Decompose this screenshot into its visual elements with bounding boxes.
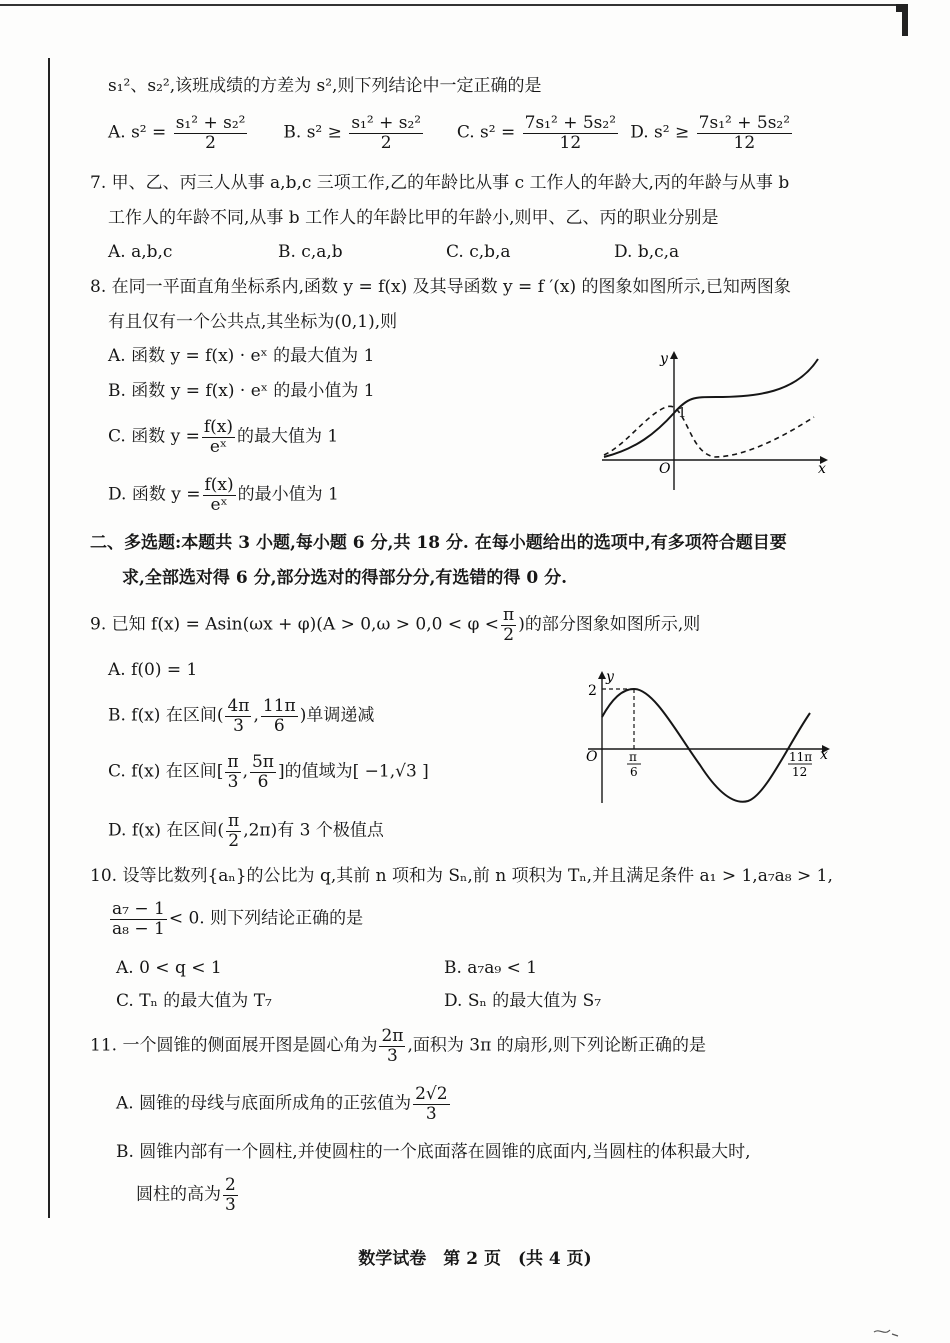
q11-stem-post: ,面积为 3π 的扇形,则下列论断正确的是 [407, 1035, 707, 1056]
q7-option-c: C. c,b,a [446, 242, 511, 262]
q11-a-den: 3 [425, 1103, 437, 1124]
q8-curve-f [604, 359, 818, 457]
q9-b-sep: , [253, 705, 259, 726]
q9-d-pre: D. f(x) 在区间( [108, 820, 225, 841]
q8-y-arrow [670, 351, 678, 359]
q11-b-pre: 圆柱的高为 [136, 1184, 221, 1205]
q6-a-num: s₁² + s₂² [175, 113, 246, 133]
q9-tick2-num: 11π [789, 750, 813, 764]
q7-option-d: D. b,c,a [614, 242, 680, 262]
q8-d-post: 的最小值为 1 [237, 484, 339, 505]
scan-mark [870, 1310, 910, 1340]
q10-option-b: B. a₇a₉ < 1 [444, 958, 538, 978]
q7-option-a: A. a,b,c [108, 242, 173, 262]
q11-option-b-line-2 [136, 1176, 240, 1214]
q9-c-d2: 6 [257, 771, 269, 792]
q10-cond-post: < 0. 则下列结论正确的是 [168, 908, 364, 929]
q6-option-a-label: A. s² = [108, 122, 167, 143]
q8-c-fraction [202, 418, 235, 456]
q8-option-a: A. 函数 y = f(x) · eˣ 的最大值为 1 [108, 346, 375, 366]
q6-b-den: 2 [380, 132, 392, 153]
q9-b-frac-1 [225, 697, 251, 735]
q6-a-den: 2 [205, 132, 216, 153]
q9-x-label: x [820, 747, 828, 763]
q11-stem-num: 2π [381, 1026, 404, 1046]
q9-stem-den: 2 [503, 624, 515, 645]
q8-c-den: eˣ [209, 436, 228, 457]
q8-option-d [108, 476, 339, 514]
q9-b-post: )单调递减 [299, 705, 375, 726]
q6-option-c-label: C. s² = [456, 122, 516, 143]
q9-tick2-den: 12 [792, 765, 808, 779]
q9-y-arrow [598, 671, 606, 679]
q9-d-d1: 2 [228, 830, 240, 851]
q7-options [108, 242, 679, 262]
q9-option-a: A. f(0) = 1 [108, 660, 198, 680]
q9-b-n2: 11π [262, 696, 296, 716]
q9-stem-num: π [503, 605, 515, 625]
q6-c-den: 12 [559, 132, 582, 153]
q6-b-num: s₁² + s₂² [351, 113, 422, 133]
q9-b-frac-2 [261, 697, 298, 735]
q8-d-fraction [203, 476, 236, 514]
q8-d-pre: D. 函数 y = [108, 484, 201, 505]
q10-option-c: C. Tₙ 的最大值为 T₇ [116, 991, 272, 1011]
q8-option-b: B. 函数 y = f(x) · eˣ 的最小值为 1 [108, 381, 375, 401]
q7-line-2: 工作人的年龄不同,从事 b 工作人的年龄比甲的年龄小,则甲、乙、丙的职业分别是 [108, 208, 719, 228]
q9-stem-post: )的部分图象如图所示,则 [518, 614, 701, 635]
q11-option-a [116, 1085, 452, 1123]
q8-d-num: f(x) [204, 475, 234, 495]
q8-line-2: 有且仅有一个公共点,其坐标为(0,1),则 [108, 312, 398, 332]
q9-c-frac-2 [250, 753, 276, 791]
q6-d-num: 7s₁² + 5s₂² [698, 113, 791, 133]
q8-point-label: 1 [678, 406, 687, 421]
q9-c-pre: C. f(x) 在区间[ [108, 761, 224, 782]
q6-option-d-label: D. s² ≥ [630, 122, 690, 143]
q10-condition [108, 900, 363, 938]
q9-stem-pre: 9. 已知 f(x) = Asin(ωx + φ)(A > 0,ω > 0,0 < φ < [90, 614, 500, 635]
q9-c-sep: , [242, 761, 248, 782]
q9-d-frac [226, 812, 241, 850]
q6-options [108, 114, 794, 152]
q9-stem-fraction [501, 606, 516, 644]
q9-b-n1: 4π [227, 696, 250, 716]
q9-option-b [108, 697, 374, 735]
q6-c-num: 7s₁² + 5s₂² [524, 113, 617, 133]
q9-tick1-num: π [629, 750, 637, 764]
q8-origin-label: O [659, 461, 671, 477]
q11-stem-pre: 11. 一个圆锥的侧面展开图是圆心角为 [90, 1035, 378, 1056]
q8-d-den: eˣ [210, 494, 228, 515]
q9-c-n1: π [227, 752, 239, 772]
q8-y-label: y [660, 351, 668, 367]
left-margin-rule [48, 58, 50, 1218]
q10-cond-fraction [110, 900, 167, 938]
q9-y-label: y [606, 669, 614, 685]
q8-graph [596, 345, 836, 495]
section2-line-1: 二、多选题:本题共 3 小题,每小题 6 分,共 18 分. 在每小题给出的选项中,有多项符合题目要 [90, 533, 787, 553]
q9-d-n1: π [228, 811, 240, 831]
q10-option-a: A. 0 < q < 1 [116, 958, 222, 978]
q9-stem [90, 606, 700, 644]
q11-a-fraction [413, 1085, 449, 1123]
q11-stem [90, 1027, 706, 1065]
q9-b-d1: 3 [233, 715, 244, 736]
q9-option-c [108, 753, 429, 791]
q9-tick1-den: 6 [630, 765, 638, 779]
q11-a-num: 2√2 [415, 1084, 448, 1104]
q11-b-fraction [223, 1176, 238, 1214]
q6-option-c-fraction [523, 114, 618, 152]
q11-option-b-line-1: B. 圆锥内部有一个圆柱,并使圆柱的一个底面落在圆锥的底面内,当圆柱的体积最大时, [116, 1142, 751, 1162]
q6-d-den: 12 [733, 132, 756, 153]
q8-line-1: 8. 在同一平面直角坐标系内,函数 y = f(x) 及其导函数 y = f ′(x) 的图象如图所示,已知两图象 [90, 277, 791, 297]
q8-x-label: x [818, 461, 826, 477]
top-rule [0, 4, 900, 6]
q6-option-b-label: B. s² ≥ [283, 122, 342, 143]
q11-b-den: 3 [225, 1194, 236, 1215]
q7-line-1: 7. 甲、乙、丙三人从事 a,b,c 三项工作,乙的年龄比从事 c 工作人的年龄大,丙的年龄与从事 b [90, 173, 790, 193]
q11-stem-den: 3 [387, 1045, 398, 1066]
q11-b-num: 2 [225, 1175, 236, 1195]
q9-sine-curve [602, 689, 813, 802]
q9-d-post: ,2π)有 3 个极值点 [243, 820, 384, 841]
q6-option-d-fraction [697, 114, 792, 152]
q6-option-a-fraction [174, 114, 248, 152]
q6-stem-end: s₁²、s₂²,该班成绩的方差为 s²,则下列结论中一定正确的是 [108, 76, 542, 96]
q8-c-post: 的最大值为 1 [237, 426, 339, 447]
q9-graph [578, 665, 838, 815]
q9-max-label: 2 [588, 683, 597, 699]
q8-option-c [108, 418, 338, 456]
page-footer: 数学试卷 第 2 页 (共 4 页) [358, 1249, 592, 1269]
q9-b-pre: B. f(x) 在区间( [108, 705, 224, 726]
q11-stem-fraction [379, 1027, 405, 1065]
q10-line-1: 10. 设等比数列{aₙ}的公比为 q,其前 n 项和为 Sₙ,前 n 项积为 Tₙ,并且满足条件 a₁ > 1,a₇a₈ > 1, [90, 866, 833, 886]
q9-c-post: ]的值域为[ −1,√3 ] [277, 761, 429, 782]
q10-option-d: D. Sₙ 的最大值为 S₇ [444, 991, 602, 1011]
q9-c-n2: 5π [251, 752, 274, 772]
q9-option-d [108, 812, 384, 850]
q9-c-d1: 3 [227, 771, 239, 792]
q10-cond-den: a₈ − 1 [112, 918, 165, 939]
q11-a-pre: A. 圆锥的母线与底面所成角的正弦值为 [116, 1093, 412, 1114]
q8-curve-f-prime [604, 406, 814, 457]
q7-option-b: B. c,a,b [278, 242, 343, 262]
q8-c-num: f(x) [203, 417, 234, 437]
q9-c-frac-1 [225, 753, 240, 791]
q8-c-pre: C. 函数 y = [108, 426, 200, 447]
q6-option-b-fraction [349, 114, 423, 152]
q10-cond-num: a₇ − 1 [112, 899, 165, 919]
section2-line-2: 求,全部选对得 6 分,部分选对的得部分分,有选错的得 0 分. [122, 568, 568, 588]
corner-mark [894, 2, 910, 38]
q9-origin-label: O [586, 749, 598, 765]
q9-b-d2: 6 [273, 715, 285, 736]
